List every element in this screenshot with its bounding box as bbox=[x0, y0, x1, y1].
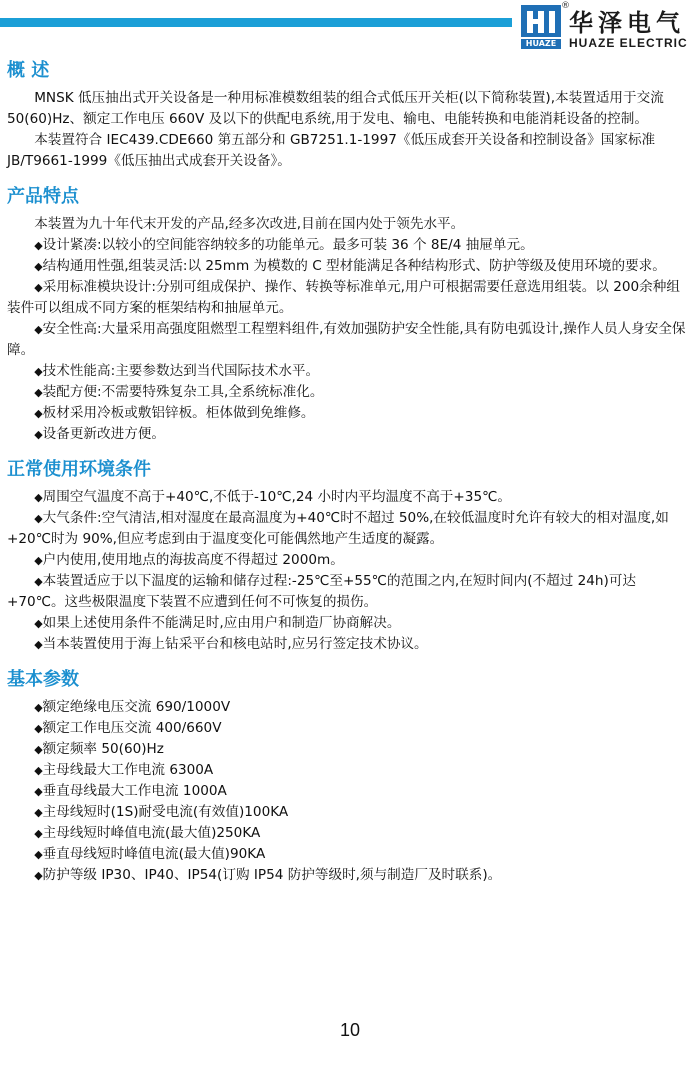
list-item bbox=[7, 361, 690, 382]
section-parameters bbox=[7, 667, 690, 886]
list-item bbox=[7, 802, 690, 823]
diamond-bullet-icon: ◆ bbox=[34, 764, 43, 777]
list-item-text: 周围空气温度不高于+40℃,不低于-10℃,24 小时内平均温度不高于+35℃。 bbox=[42, 489, 511, 505]
logo-chinese-name: 华泽电气 bbox=[569, 9, 685, 37]
logo-english-name: HUAZE ELECTRIC bbox=[569, 36, 688, 50]
diamond-bullet-icon: ◆ bbox=[34, 617, 43, 630]
list-item bbox=[7, 319, 690, 361]
list-item-text: 安全性高:大量采用高强度阻燃型工程塑料组件,有效加强防护安全性能,具有防电弧设计,操作人员人身安全保障。 bbox=[7, 321, 686, 358]
overview-paragraph: MNSK 低压抽出式开关设备是一种用标准模数组装的组合式低压开关柜(以下简称装置),本装置适用于交流 50(60)Hz、额定工作电压 660V 及以下的供配电系统,用于发电、输电、电能转换和电能消耗设备的控制。 bbox=[7, 90, 664, 127]
diamond-bullet-icon: ◆ bbox=[34, 806, 43, 819]
diamond-bullet-icon: ◆ bbox=[34, 554, 43, 567]
diamond-bullet-icon: ◆ bbox=[34, 239, 43, 252]
list-item bbox=[7, 487, 690, 508]
list-item-text: 主母线短时(1S)耐受电流(有效值)100KA bbox=[42, 804, 289, 820]
list-item-text: 板材采用冷板或敷铝锌板。柜体做到免维修。 bbox=[42, 405, 315, 421]
list-item-text: 额定频率 50(60)Hz bbox=[42, 741, 164, 757]
list-item bbox=[7, 781, 690, 802]
list-item-text: 结构通用性强,组装灵活:以 25mm 为模数的 C 型材能满足各种结构形式、防护等级及使用环境的要求。 bbox=[42, 258, 666, 274]
header-accent-bar bbox=[0, 18, 512, 27]
list-item-text: 额定绝缘电压交流 690/1000V bbox=[42, 699, 231, 715]
features-title: 产品特点 bbox=[7, 186, 79, 207]
list-item bbox=[7, 823, 690, 844]
section-features bbox=[7, 184, 690, 445]
diamond-bullet-icon: ◆ bbox=[34, 722, 43, 735]
section-environment bbox=[7, 457, 690, 655]
list-item-text: 大气条件:空气清洁,相对湿度在最高温度为+40℃时不超过 50%,在较低温度时允许有较大的相对温度,如+20℃时为 90%,但应考虑到由于温度变化可能偶然地产生适度的凝露。 bbox=[7, 510, 669, 547]
diamond-bullet-icon: ◆ bbox=[34, 701, 43, 714]
section-overview bbox=[7, 58, 690, 172]
list-item-text: 如果上述使用条件不能满足时,应由用户和制造厂协商解决。 bbox=[42, 615, 401, 631]
logo-mark-text: HUAZE bbox=[521, 39, 561, 49]
overview-title: 概 述 bbox=[7, 60, 50, 81]
list-item-text: 防护等级 IP30、IP40、IP54(订购 IP54 防护等级时,须与制造厂及时联系)。 bbox=[42, 867, 502, 883]
list-item-text: 采用标准模块设计:分别可组成保护、操作、转换等标准单元,用户可根据需要任意选用组装。以 200余种组装件可以组成不同方案的框架结构和抽屉单元。 bbox=[7, 279, 680, 316]
list-item-text: 额定工作电压交流 400/660V bbox=[42, 720, 222, 736]
list-item bbox=[7, 613, 690, 634]
list-item bbox=[7, 634, 690, 655]
list-item-text: 技术性能高:主要参数达到当代国际技术水平。 bbox=[42, 363, 320, 379]
overview-paragraph: 本装置符合 IEC439.CDE660 第五部分和 GB7251.1-1997《低压成套开关设备和控制设备》国家标准JB/T9661-1999《低压抽出式成套开关设备》。 bbox=[7, 132, 656, 169]
diamond-bullet-icon: ◆ bbox=[34, 869, 43, 882]
list-item bbox=[7, 403, 690, 424]
diamond-bullet-icon: ◆ bbox=[34, 827, 43, 840]
parameters-title: 基本参数 bbox=[7, 669, 79, 690]
diamond-bullet-icon: ◆ bbox=[34, 260, 43, 273]
list-item bbox=[7, 382, 690, 403]
diamond-bullet-icon: ◆ bbox=[34, 386, 43, 399]
list-item-text: 垂直母线最大工作电流 1000A bbox=[42, 783, 227, 799]
diamond-bullet-icon: ◆ bbox=[34, 407, 43, 420]
environment-title: 正常使用环境条件 bbox=[7, 459, 151, 480]
registered-mark: ® bbox=[561, 1, 570, 11]
list-item bbox=[7, 424, 690, 445]
list-item-text: 主母线短时峰值电流(最大值)250KA bbox=[42, 825, 261, 841]
document-body bbox=[7, 58, 690, 898]
parameters-list bbox=[7, 697, 690, 886]
diamond-bullet-icon: ◆ bbox=[34, 323, 43, 336]
diamond-bullet-icon: ◆ bbox=[34, 365, 43, 378]
diamond-bullet-icon: ◆ bbox=[34, 743, 43, 756]
diamond-bullet-icon: ◆ bbox=[34, 848, 43, 861]
list-item bbox=[7, 718, 690, 739]
list-item bbox=[7, 277, 690, 319]
list-item-text: 户内使用,使用地点的海拔高度不得超过 2000m。 bbox=[42, 552, 344, 568]
logo-mark-icon bbox=[521, 5, 561, 37]
list-item bbox=[7, 697, 690, 718]
list-item-text: 本装置适应于以下温度的运输和储存过程:-25℃至+55℃的范围之内,在短时间内(不超过 24h)可达+70℃。这些极限温度下装置不应遭到任何不可恢复的损伤。 bbox=[7, 573, 637, 610]
list-item bbox=[7, 739, 690, 760]
features-intro: 本装置为九十年代末开发的产品,经多次改进,目前在国内处于领先水平。 bbox=[34, 216, 465, 232]
diamond-bullet-icon: ◆ bbox=[34, 575, 43, 588]
diamond-bullet-icon: ◆ bbox=[34, 638, 43, 651]
list-item bbox=[7, 844, 690, 865]
diamond-bullet-icon: ◆ bbox=[34, 491, 43, 504]
diamond-bullet-icon: ◆ bbox=[34, 281, 43, 294]
list-item bbox=[7, 571, 690, 613]
page-number: 10 bbox=[339, 1020, 361, 1040]
features-list bbox=[7, 235, 690, 445]
list-item-text: 装配方便:不需要特殊复杂工具,全系统标准化。 bbox=[42, 384, 324, 400]
diamond-bullet-icon: ◆ bbox=[34, 512, 43, 525]
list-item bbox=[7, 256, 690, 277]
list-item bbox=[7, 550, 690, 571]
list-item-text: 垂直母线短时峰值电流(最大值)90KA bbox=[42, 846, 266, 862]
list-item bbox=[7, 760, 690, 781]
list-item-text: 主母线最大工作电流 6300A bbox=[42, 762, 214, 778]
list-item bbox=[7, 508, 690, 550]
list-item-text: 设计紧凑:以较小的空间能容纳较多的功能单元。最多可装 36 个 8E/4 抽屉单元。 bbox=[42, 237, 534, 253]
brand-logo bbox=[521, 3, 696, 51]
list-item-text: 当本装置使用于海上钻采平台和核电站时,应另行签定技术协议。 bbox=[42, 636, 428, 652]
environment-list bbox=[7, 487, 690, 655]
list-item bbox=[7, 235, 690, 256]
diamond-bullet-icon: ◆ bbox=[34, 428, 43, 441]
list-item bbox=[7, 865, 690, 886]
diamond-bullet-icon: ◆ bbox=[34, 785, 43, 798]
list-item-text: 设备更新改进方便。 bbox=[42, 426, 165, 442]
